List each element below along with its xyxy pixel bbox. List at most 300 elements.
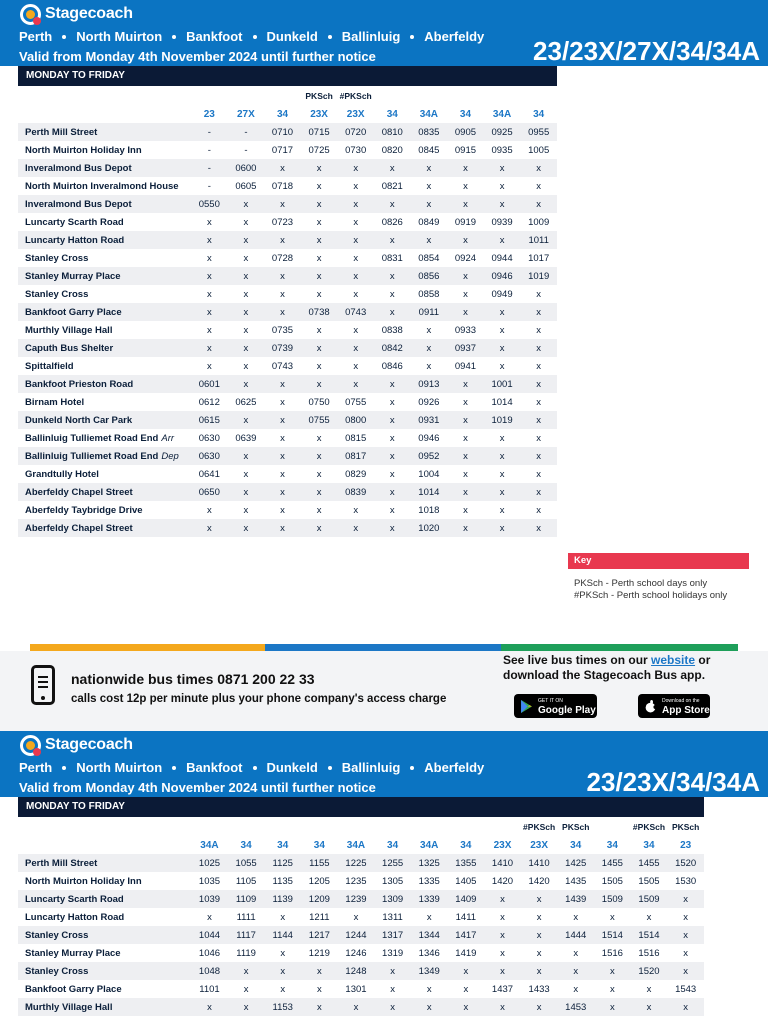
time-cell: 0605 (235, 180, 257, 192)
route-number: 34 (570, 839, 582, 851)
table-row (18, 926, 704, 944)
time-cell: x (206, 504, 212, 516)
time-cell: x (191, 998, 228, 1016)
time-cell: 1111 (236, 911, 256, 923)
time-cell: 0730 (345, 144, 367, 156)
website-link[interactable]: website (651, 653, 696, 667)
time-cell: x (264, 375, 301, 393)
time-cell: 0949 (491, 288, 513, 300)
time-cell: x (338, 998, 375, 1016)
table-row (18, 195, 557, 213)
time-cell: x (631, 998, 668, 1016)
time-cell: x (521, 962, 558, 980)
time-cell: 1349 (411, 962, 448, 980)
time-cell: x (206, 288, 212, 300)
time-cell: x (463, 983, 469, 995)
time-cell: x (389, 504, 395, 516)
stop-name: Luncarty Hatton Road (25, 911, 125, 923)
time-cell: x (499, 360, 505, 372)
arr-dep-suffix: Arr (161, 432, 175, 444)
time-cell: x (280, 396, 285, 408)
column-note (484, 87, 521, 105)
time-cell: 1317 (374, 926, 411, 944)
time-cell: 1319 (382, 947, 404, 959)
time-cell: 0735 (271, 324, 294, 336)
stop-name: Birnam Hotel (25, 396, 85, 408)
time-cell: 0913 (411, 375, 448, 393)
stop-name-cell (18, 519, 191, 537)
time-cell: x (426, 911, 432, 923)
time-cell: 0937 (447, 339, 484, 357)
time-cell: x (191, 519, 228, 537)
time-cell: x (316, 468, 322, 480)
time-cell: x (484, 159, 521, 177)
time-cell: 1346 (418, 947, 440, 959)
stop-name: Caputh Bus Shelter (25, 342, 114, 354)
stop-name-cell (18, 213, 191, 231)
time-cell: x (301, 962, 338, 980)
time-cell: x (280, 468, 285, 480)
stop-name-cell (18, 890, 191, 908)
time-cell: x (521, 926, 558, 944)
time-cell: x (374, 375, 411, 393)
time-cell: x (447, 195, 484, 213)
day-label-bar: MONDAY TO FRIDAY (18, 66, 557, 86)
bullet-icon (253, 766, 257, 770)
table-row (18, 980, 704, 998)
time-cell: 0717 (271, 144, 294, 156)
time-cell: x (520, 447, 557, 465)
time-cell: x (573, 911, 579, 923)
table-row (18, 998, 704, 1016)
notes-row (18, 818, 704, 836)
time-cell: x (573, 983, 579, 995)
time-cell: x (337, 375, 374, 393)
bullet-icon (253, 35, 257, 39)
time-cell: 1516 (601, 947, 623, 959)
time-cell: x (411, 159, 448, 177)
time-cell: x (520, 303, 557, 321)
time-cell: x (228, 447, 265, 465)
stop-name-cell (18, 465, 191, 483)
stop-name: North Muirton Holiday Inn (25, 875, 142, 887)
stop-name: Spittalfield (25, 360, 74, 372)
route-number: 34A (200, 839, 219, 851)
time-cell: x (207, 911, 212, 923)
stop-name: Perth Mill Street (25, 857, 98, 869)
table-row (18, 944, 704, 962)
table-row (18, 465, 557, 483)
time-cell: x (536, 288, 542, 300)
time-cell: x (536, 468, 542, 480)
time-cell: 0615 (191, 411, 228, 429)
column-note (374, 818, 411, 836)
google-play-badge[interactable] (514, 694, 597, 718)
live-line-2: download the Stagecoach Bus app. (503, 668, 706, 682)
time-cell: x (353, 324, 359, 336)
stop-name-cell (18, 926, 191, 944)
time-cell: x (374, 447, 411, 465)
table-row (18, 159, 557, 177)
time-cell: x (337, 231, 374, 249)
time-cell: 1509 (631, 890, 668, 908)
time-cell: 1344 (411, 926, 448, 944)
column-note (228, 87, 265, 105)
time-cell: 0915 (454, 144, 477, 156)
time-cell: 1001 (484, 375, 521, 393)
time-cell: 1505 (601, 875, 623, 887)
time-cell: x (557, 962, 594, 980)
time-cell: 0955 (520, 123, 557, 141)
time-cell: 0842 (374, 339, 411, 357)
column-note (447, 87, 484, 105)
time-cell: x (280, 983, 286, 995)
time-cell: 1139 (264, 890, 301, 908)
time-cell: 1455 (631, 854, 668, 872)
time-cell: x (520, 411, 557, 429)
time-cell: x (520, 483, 557, 501)
time-cell: 0935 (491, 144, 513, 156)
column-note: #PKSch (632, 822, 666, 832)
stop-name-cell (18, 854, 191, 872)
valid-from-text: Valid from Monday 4th November 2024 until further notice (19, 49, 376, 64)
stop-name: Stanley Cross (25, 965, 89, 977)
time-cell: 0820 (381, 144, 403, 156)
time-cell: 1305 (382, 875, 404, 887)
stop-name: Aberfeldy (424, 29, 485, 44)
route-stops-line (19, 760, 484, 775)
route-number-row (18, 105, 557, 123)
time-cell: x (536, 911, 542, 923)
stop-name: Inveralmond Bus Depot (25, 162, 132, 174)
time-cell: 1019 (484, 411, 521, 429)
time-cell: x (301, 159, 338, 177)
time-cell: 0845 (418, 144, 440, 156)
time-cell: x (463, 396, 468, 408)
time-cell: x (243, 504, 249, 516)
time-cell: 0919 (454, 216, 477, 228)
stop-name: Luncarty Scarth Road (25, 893, 124, 905)
time-cell: x (374, 998, 411, 1016)
time-cell: x (264, 195, 301, 213)
stop-name-cell (18, 447, 191, 465)
time-cell: 1455 (594, 854, 631, 872)
time-cell: x (448, 962, 485, 980)
column-note (264, 818, 301, 836)
stop-name: Bankfoot (186, 29, 243, 44)
time-cell: x (191, 267, 228, 285)
time-cell: x (520, 159, 557, 177)
time-cell: - (207, 144, 211, 156)
stop-name-cell (18, 872, 191, 890)
time-cell: 1311 (382, 911, 403, 923)
time-cell: - (191, 159, 228, 177)
column-note (484, 818, 521, 836)
table-row (18, 177, 557, 195)
stop-name: Perth (19, 760, 53, 775)
route-number: 34 (460, 839, 472, 851)
time-cell: 1335 (418, 875, 440, 887)
google-play-icon (520, 700, 533, 713)
stop-name-cell (18, 303, 191, 321)
key-line-hash-pksch: #PKSch - Perth school holidays only (574, 590, 728, 601)
route-number: 27X (237, 108, 255, 120)
time-cell: 1117 (228, 926, 265, 944)
column-note (520, 87, 557, 105)
time-cell: x (521, 890, 558, 908)
time-cell: x (374, 519, 411, 537)
time-cell: x (447, 303, 484, 321)
time-cell: x (484, 447, 521, 465)
stop-name-cell (18, 231, 191, 249)
time-cell: x (374, 267, 411, 285)
time-cell: 1453 (557, 998, 594, 1016)
time-cell: 1011 (520, 231, 557, 249)
time-cell: x (536, 504, 542, 516)
time-cell: 0641 (198, 468, 220, 480)
time-cell: 1155 (301, 854, 338, 872)
column-note (191, 87, 228, 105)
stop-name: Murthly Village Hall (25, 324, 113, 336)
stop-name: Bankfoot Garry Place (25, 983, 122, 995)
stop-name-cell (18, 177, 191, 195)
call-cost-text: calls cost 12p per minute plus your phone company's access charge (71, 693, 447, 705)
time-cell: 0739 (264, 339, 301, 357)
time-cell: x (447, 519, 484, 537)
time-cell: x (353, 288, 359, 300)
time-cell: x (520, 375, 557, 393)
time-cell: 0639 (235, 432, 257, 444)
stop-name-cell (18, 159, 191, 177)
route-number: 34 (240, 839, 252, 851)
time-cell: x (411, 998, 448, 1016)
time-cell: x (374, 483, 411, 501)
time-cell: 1119 (236, 947, 256, 959)
time-cell: 1217 (301, 926, 338, 944)
stop-name-cell (18, 393, 191, 411)
time-cell: 1135 (272, 875, 293, 887)
stop-name: Ballinluig (341, 760, 401, 775)
header-page-2 (0, 731, 768, 797)
time-cell: x (337, 519, 374, 537)
app-store-badge[interactable] (638, 694, 710, 718)
time-cell: 1019 (520, 267, 557, 285)
time-cell: x (463, 432, 468, 444)
time-cell: x (280, 911, 286, 923)
stop-name-cell (18, 429, 191, 447)
time-cell: 0601 (191, 375, 228, 393)
stop-name-cell (18, 944, 191, 962)
time-cell: x (353, 216, 359, 228)
stop-name: Aberfeldy Chapel Street (25, 522, 133, 534)
time-cell: x (484, 926, 521, 944)
time-cell: 1433 (528, 983, 550, 995)
stop-name-cell (18, 195, 191, 213)
time-cell: x (374, 411, 411, 429)
time-cell: x (426, 324, 432, 336)
time-cell: x (316, 432, 322, 444)
time-cell: 1219 (308, 947, 330, 959)
route-number: 34 (386, 108, 398, 120)
time-cell: x (243, 468, 249, 480)
table-row (18, 872, 704, 890)
time-cell: 0931 (411, 411, 448, 429)
time-cell: x (426, 360, 432, 372)
time-cell: 1439 (557, 890, 594, 908)
table-row (18, 213, 557, 231)
route-number: 34 (276, 108, 289, 120)
time-cell: x (264, 159, 301, 177)
time-cell: 0723 (271, 216, 294, 228)
timetable-page-2 (18, 818, 704, 1016)
column-note (448, 818, 485, 836)
time-cell: x (301, 267, 338, 285)
time-cell: x (316, 288, 322, 300)
time-cell: 1101 (199, 983, 220, 995)
column-note: PKSch (562, 822, 590, 832)
time-cell: x (353, 911, 359, 923)
time-cell: 0755 (345, 396, 367, 408)
time-cell: x (316, 360, 322, 372)
time-cell: 0718 (271, 180, 294, 192)
time-cell: x (228, 375, 265, 393)
column-note (338, 818, 375, 836)
stop-name-cell (18, 285, 191, 303)
time-cell: 0650 (191, 483, 228, 501)
time-cell: 1419 (455, 947, 477, 959)
time-cell: x (499, 504, 505, 516)
time-cell: x (463, 504, 468, 516)
time-cell: x (301, 195, 338, 213)
time-cell: x (264, 267, 301, 285)
time-cell: x (191, 231, 228, 249)
time-cell: - (207, 180, 211, 192)
stop-name: Perth Mill Street (25, 126, 98, 138)
route-number: 23X (493, 839, 512, 851)
column-note (374, 87, 411, 105)
time-cell: 0625 (235, 396, 257, 408)
time-cell: x (353, 504, 359, 516)
time-cell: 1505 (638, 875, 660, 887)
valid-from-text: Valid from Monday 4th November 2024 until further notice (19, 780, 376, 795)
time-cell: 1004 (418, 468, 440, 480)
time-cell: 0941 (454, 360, 477, 372)
time-cell: 0725 (308, 144, 330, 156)
time-cell: 1044 (191, 926, 228, 944)
stop-name-cell (18, 123, 191, 141)
time-cell: x (301, 519, 338, 537)
time-cell: 0743 (271, 360, 294, 372)
time-cell: 1543 (675, 983, 697, 995)
stop-name-cell (18, 267, 191, 285)
column-note (594, 818, 631, 836)
time-cell: x (243, 360, 249, 372)
time-cell: x (484, 231, 521, 249)
time-cell: 1244 (338, 926, 375, 944)
stop-name-cell (18, 962, 191, 980)
table-row (18, 501, 557, 519)
time-cell: 1410 (521, 854, 558, 872)
time-cell: x (447, 447, 484, 465)
time-cell: x (280, 288, 285, 300)
column-note (411, 818, 448, 836)
time-cell: 0952 (411, 447, 448, 465)
time-cell: x (499, 432, 505, 444)
time-cell: 0821 (381, 180, 403, 192)
time-cell: 1435 (565, 875, 587, 887)
time-cell: 1105 (235, 875, 257, 887)
time-cell: x (337, 195, 374, 213)
time-cell: x (264, 411, 301, 429)
time-cell: 0944 (491, 252, 513, 264)
time-cell: x (228, 411, 265, 429)
time-cell: 0835 (411, 123, 448, 141)
time-cell: 1009 (528, 216, 550, 228)
time-cell: x (228, 519, 265, 537)
time-cell: x (463, 468, 468, 480)
time-cell: 1205 (308, 875, 330, 887)
time-cell: x (243, 983, 249, 995)
route-number: 23 (203, 108, 215, 120)
time-cell: x (484, 519, 521, 537)
time-cell: x (536, 360, 542, 372)
bullet-icon (62, 35, 66, 39)
bullet-icon (328, 35, 332, 39)
table-row (18, 962, 704, 980)
time-cell: x (353, 252, 359, 264)
column-note (228, 818, 265, 836)
time-cell: x (646, 911, 652, 923)
time-cell: x (536, 947, 542, 959)
stop-name: Aberfeldy (424, 760, 485, 775)
stop-name: Stanley Murray Place (25, 947, 121, 959)
time-cell: x (337, 339, 374, 357)
stop-name: Stanley Cross (25, 288, 89, 300)
stop-name-cell (18, 998, 191, 1016)
time-cell: 0946 (418, 432, 440, 444)
live-times-text (503, 653, 710, 683)
time-cell: x (264, 483, 301, 501)
time-cell: 0550 (191, 195, 228, 213)
time-cell: 1055 (228, 854, 265, 872)
time-cell: 0600 (228, 159, 265, 177)
time-cell: 1017 (528, 252, 550, 264)
stripe-orange (30, 644, 265, 651)
key-title: Key (568, 553, 749, 569)
time-cell: x (520, 195, 557, 213)
time-cell: 0905 (447, 123, 484, 141)
time-cell: x (447, 159, 484, 177)
column-note (411, 87, 448, 105)
time-cell: - (191, 123, 228, 141)
table-row (18, 908, 704, 926)
stop-name: Bankfoot (186, 760, 243, 775)
time-cell: 0612 (198, 396, 220, 408)
time-cell: 1248 (338, 962, 375, 980)
brand-name: Stagecoach (45, 5, 133, 22)
table-row (18, 447, 557, 465)
time-cell: x (484, 890, 521, 908)
time-cell: x (609, 911, 615, 923)
time-cell: x (500, 947, 505, 959)
stop-name: Aberfeldy Chapel Street (25, 486, 133, 498)
time-cell: x (667, 998, 704, 1016)
time-cell: - (244, 144, 248, 156)
time-cell: x (484, 195, 521, 213)
time-cell: x (499, 180, 505, 192)
nationwide-bus-times: nationwide bus times 0871 200 22 33 (71, 671, 315, 687)
time-cell: x (499, 468, 505, 480)
